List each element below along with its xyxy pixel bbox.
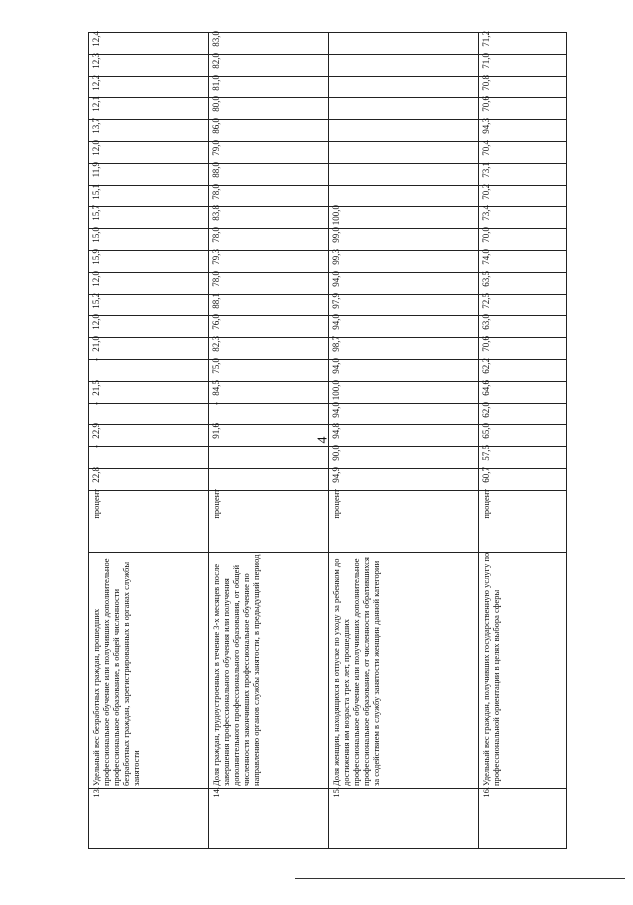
value-cell xyxy=(479,294,567,316)
page-bottom-line xyxy=(295,878,625,879)
value-cell xyxy=(479,33,567,55)
value-cell xyxy=(329,54,479,76)
value-cell xyxy=(479,98,567,120)
table-row xyxy=(89,403,567,425)
value-cell-text: 83,0 xyxy=(211,31,221,47)
value-cell xyxy=(479,272,567,294)
value-cell-text: 91,6 xyxy=(211,423,221,440)
value-cell xyxy=(479,54,567,76)
value-cell xyxy=(89,272,209,294)
value-cell xyxy=(209,250,329,272)
value-cell-text: 65,0 xyxy=(481,423,491,440)
table-row xyxy=(89,381,567,403)
value-cell xyxy=(209,294,329,316)
unit-cell-text: процент xyxy=(211,488,221,519)
value-cell-text: 64,6 xyxy=(481,379,491,396)
value-cell-text: 94,0 xyxy=(331,357,341,374)
value-cell-text: 94,0 xyxy=(331,314,341,331)
value-cell xyxy=(89,207,209,229)
unit-cell xyxy=(479,490,567,552)
value-cell-text: 57,5 xyxy=(481,445,491,461)
row-number-cell-text: 13. xyxy=(91,786,101,798)
row-number-cell-text: 16. xyxy=(481,786,491,798)
value-cell-text: 78,0 xyxy=(211,227,221,243)
row-number-cell-text: 14. xyxy=(211,786,221,798)
value-cell-text: 60,7 xyxy=(481,466,491,483)
value-cell xyxy=(209,163,329,185)
unit-cell-text: процент xyxy=(331,488,341,519)
unit-cell xyxy=(209,490,329,552)
value-cell-text: 72,5 xyxy=(481,292,491,309)
value-cell-text: - xyxy=(91,445,101,449)
value-cell-text: 78,0 xyxy=(211,270,221,287)
table-row xyxy=(89,185,567,207)
value-cell-text: 94,8 xyxy=(331,423,341,440)
value-cell-text: 99,0 xyxy=(331,227,341,243)
value-cell-text: 94,3 xyxy=(481,118,491,134)
value-cell-text: 82,0 xyxy=(211,52,221,69)
value-cell xyxy=(209,185,329,207)
description-cell xyxy=(329,552,479,788)
table-row xyxy=(89,294,567,316)
value-cell-text: 86,0 xyxy=(211,118,221,134)
unit-cell-text: процент xyxy=(91,488,101,519)
value-cell xyxy=(209,381,329,403)
value-cell-text: 22,8 xyxy=(91,466,101,483)
value-cell-text: 15,2 xyxy=(91,292,101,309)
page-number: 4 xyxy=(315,436,331,444)
value-cell xyxy=(209,425,329,447)
value-cell xyxy=(89,250,209,272)
value-cell xyxy=(209,403,329,425)
value-cell-text: - xyxy=(91,357,101,361)
value-cell xyxy=(329,359,479,381)
value-cell xyxy=(329,207,479,229)
value-cell-text: 12,0 xyxy=(91,139,101,156)
value-cell xyxy=(479,163,567,185)
value-cell xyxy=(89,54,209,76)
value-cell xyxy=(479,250,567,272)
value-cell xyxy=(329,338,479,360)
description-cell-text: Удельный вес безработных граждан, прошедших профессиональное обучение или получивших дополнительное профессиональное образование, в общей численности безработных граждан, зарегистрированных в органах службы занятости xyxy=(91,558,141,786)
value-cell xyxy=(479,229,567,251)
value-cell-text: 100,0 xyxy=(331,379,341,400)
value-cell-text: - xyxy=(211,401,221,405)
value-cell xyxy=(479,316,567,338)
value-cell-text: 62,2 xyxy=(481,357,491,374)
row-number-cell xyxy=(209,788,329,848)
table-row xyxy=(89,163,567,185)
table-row xyxy=(89,54,567,76)
value-cell xyxy=(209,468,329,490)
value-cell-text: 12,0 xyxy=(91,270,101,287)
value-cell xyxy=(209,316,329,338)
unit-cell xyxy=(89,490,209,552)
value-cell-text: 71,2 xyxy=(481,31,491,47)
value-cell-text: 12,2 xyxy=(91,74,101,91)
value-cell xyxy=(329,425,479,447)
value-cell-text: 62,0 xyxy=(481,401,491,418)
value-cell-text: 70,8 xyxy=(481,74,491,91)
value-cell-text: 78,0 xyxy=(211,183,221,200)
value-cell-text: 63,0 xyxy=(481,314,491,331)
value-cell-text: 70,0 xyxy=(481,227,491,243)
value-cell-text: 15,7 xyxy=(91,205,101,222)
value-cell-text: 70,6 xyxy=(481,336,491,352)
table-row xyxy=(89,76,567,98)
description-cell xyxy=(89,552,209,788)
value-cell-text: 90,0 xyxy=(331,445,341,461)
value-cell xyxy=(329,98,479,120)
table-row xyxy=(89,207,567,229)
value-cell-text: 88,0 xyxy=(211,161,221,178)
value-cell xyxy=(479,185,567,207)
indicator-table xyxy=(88,32,567,849)
value-cell xyxy=(479,403,567,425)
value-cell-text: 98,7 xyxy=(331,336,341,352)
value-cell xyxy=(89,359,209,381)
value-cell xyxy=(329,447,479,469)
value-cell-text: 94,0 xyxy=(331,270,341,287)
table-row xyxy=(89,490,567,552)
value-cell xyxy=(209,359,329,381)
table-row xyxy=(89,33,567,55)
description-cell xyxy=(209,552,329,788)
value-cell-text: 99,3 xyxy=(331,248,341,265)
value-cell-text: 94,0 xyxy=(331,401,341,418)
value-cell xyxy=(479,468,567,490)
value-cell-text: 79,3 xyxy=(211,248,221,265)
value-cell xyxy=(209,54,329,76)
value-cell xyxy=(329,76,479,98)
value-cell xyxy=(209,76,329,98)
value-cell xyxy=(329,229,479,251)
value-cell-text: 81,0 xyxy=(211,74,221,91)
value-cell-text: 82,3 xyxy=(211,336,221,352)
value-cell xyxy=(89,316,209,338)
value-cell-text: 12,1 xyxy=(91,96,101,113)
value-cell xyxy=(329,294,479,316)
value-cell xyxy=(479,447,567,469)
value-cell-text: 22,9 xyxy=(91,423,101,440)
value-cell-text: 75,0 xyxy=(211,357,221,374)
value-cell xyxy=(329,403,479,425)
value-cell xyxy=(209,98,329,120)
table-row xyxy=(89,98,567,120)
table-row xyxy=(89,359,567,381)
value-cell xyxy=(209,272,329,294)
value-cell xyxy=(329,272,479,294)
value-cell xyxy=(479,120,567,142)
value-cell xyxy=(329,33,479,55)
value-cell xyxy=(89,338,209,360)
table-row xyxy=(89,468,567,490)
value-cell xyxy=(89,381,209,403)
value-cell xyxy=(89,33,209,55)
description-cell-text: Удельный вес граждан, получивших государственную услугу по профессиональной ориентации в целях выбора сферы xyxy=(481,552,501,786)
value-cell xyxy=(329,185,479,207)
value-cell-text: 94,9 xyxy=(331,466,341,483)
value-cell xyxy=(479,207,567,229)
table-row xyxy=(89,338,567,360)
value-cell xyxy=(89,141,209,163)
value-cell xyxy=(89,294,209,316)
unit-cell-text: процент xyxy=(481,488,491,519)
value-cell xyxy=(89,76,209,98)
value-cell xyxy=(89,447,209,469)
value-cell-text: 80,0 xyxy=(211,96,221,113)
value-cell-text: 11,9 xyxy=(91,161,101,178)
value-cell-text: 73,1 xyxy=(481,161,491,178)
value-cell xyxy=(479,338,567,360)
value-cell xyxy=(89,229,209,251)
value-cell xyxy=(479,381,567,403)
value-cell xyxy=(89,120,209,142)
value-cell xyxy=(479,76,567,98)
unit-cell xyxy=(329,490,479,552)
value-cell-text: 21,0 xyxy=(91,336,101,352)
value-cell xyxy=(209,120,329,142)
value-cell xyxy=(329,250,479,272)
table-row xyxy=(89,141,567,163)
value-cell-text: 100,0 xyxy=(331,205,341,226)
value-cell xyxy=(329,141,479,163)
table-row xyxy=(89,229,567,251)
table-row xyxy=(89,316,567,338)
value-cell xyxy=(329,163,479,185)
value-cell-text: 74,0 xyxy=(481,248,491,265)
value-cell-text: 76,0 xyxy=(211,314,221,331)
row-number-cell-text: 15. xyxy=(331,786,341,798)
value-cell xyxy=(89,425,209,447)
value-cell-text: 12,0 xyxy=(91,314,101,331)
value-cell xyxy=(89,98,209,120)
value-cell xyxy=(209,141,329,163)
value-cell-text: 70,6 xyxy=(481,96,491,113)
value-cell xyxy=(479,141,567,163)
value-cell xyxy=(209,447,329,469)
value-cell-text: 79,0 xyxy=(211,139,221,156)
value-cell-text: 63,5 xyxy=(481,270,491,287)
value-cell xyxy=(329,468,479,490)
value-cell-text: 12,3 xyxy=(91,52,101,69)
table-row xyxy=(89,552,567,788)
value-cell-text: 73,4 xyxy=(481,205,491,222)
value-cell xyxy=(89,185,209,207)
table-row xyxy=(89,120,567,142)
row-number-cell xyxy=(89,788,209,848)
value-cell xyxy=(479,425,567,447)
row-number-cell xyxy=(479,788,567,848)
value-cell xyxy=(329,120,479,142)
value-cell xyxy=(89,468,209,490)
table-row xyxy=(89,447,567,469)
description-cell-text: Доля женщин, находящихся в отпуске по уходу за ребенком до достижения им возраста трех лет, прошедших профессиональное обучение или получивших дополнительное профессиональное образование, от численности обратившихся за содействием в службу занятости женщин данной категории xyxy=(331,556,381,786)
value-cell-text: 70,4 xyxy=(481,139,491,156)
value-cell-text: 83,8 xyxy=(211,205,221,222)
table-row xyxy=(89,272,567,294)
value-cell xyxy=(329,316,479,338)
table-row xyxy=(89,788,567,848)
value-cell-text: 12,4 xyxy=(91,31,101,47)
table-row xyxy=(89,425,567,447)
indicator-table-wrapper xyxy=(88,32,566,848)
value-cell-text: - xyxy=(91,401,101,405)
value-cell xyxy=(209,338,329,360)
value-cell xyxy=(89,403,209,425)
value-cell xyxy=(209,207,329,229)
value-cell xyxy=(479,359,567,381)
value-cell-text: 97,9 xyxy=(331,292,341,309)
value-cell-text: 13,7 xyxy=(91,118,101,134)
description-cell-text: Доля граждан, трудоустроенных в течение 3-х месяцев после завершения профессионального обучения или получения дополнительного профессионального образования, от общей численности закончивших профессиональное обучение по направлению органов службы занятости, в предыдущий период xyxy=(211,554,261,786)
value-cell xyxy=(89,163,209,185)
value-cell-text: 88,1 xyxy=(211,292,221,309)
value-cell-text: 21,5 xyxy=(91,379,101,396)
value-cell-text: 84,5 xyxy=(211,379,221,396)
value-cell xyxy=(209,33,329,55)
value-cell xyxy=(209,229,329,251)
value-cell-text: 70,2 xyxy=(481,183,491,200)
value-cell-text: 15,1 xyxy=(91,183,101,200)
value-cell-text: 15,9 xyxy=(91,248,101,265)
row-number-cell xyxy=(329,788,479,848)
value-cell-text: 71,0 xyxy=(481,52,491,69)
value-cell xyxy=(329,381,479,403)
value-cell-text: 15,0 xyxy=(91,227,101,243)
description-cell xyxy=(479,552,567,788)
table-row xyxy=(89,250,567,272)
